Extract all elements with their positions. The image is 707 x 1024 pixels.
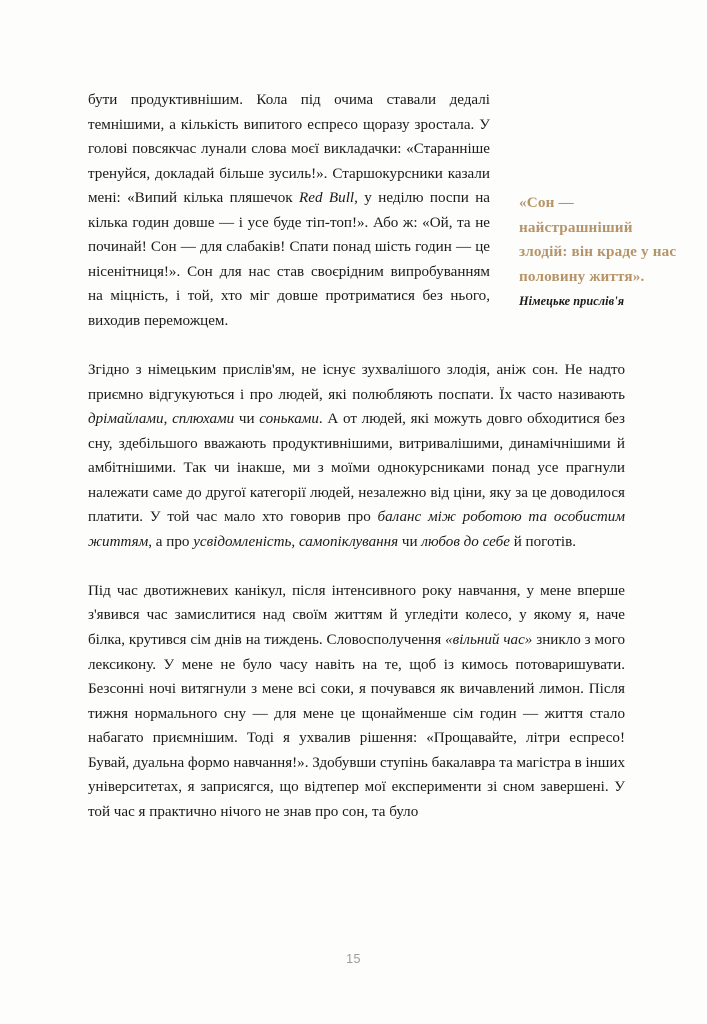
paragraph-1-italic-red-bull: Red Bull: [299, 190, 355, 207]
pullquote-source: Німецьке прислів'я: [519, 294, 625, 309]
paragraph-2-text-part-5: , а про: [148, 533, 194, 550]
paragraph-3-text-part-2: зникло з мого лексикону. У мене не було часу навіть на те, щоб із кимось потоваришувати. Безсонні ночі витягнули з мене всі соки, я почувався як вичавлений лимон. Після тижня нормального сну — для мене це щонайменше сім годин — життя стало набагато приємнішим. Тоді я ухвалив рішення: «Прощавайте, літри еспресо! Бувай, дуальна формо навчання!». Здобувши ступінь бакалавра та магістра в інших університетах, я заприсягся, що відтепер мої експерименти зі сном завершені. У той час я практично нічого не знав про сон, та було: [88, 632, 625, 820]
paragraph-2-text-part-1: Згідно з німецьким прислів'ям, не існує зухвалішого злодія, аніж сон. Не надто приємно відгукуються і про людей, які полюбляють поспати. Їх часто називають: [88, 362, 625, 403]
paragraph-2-text-part-2: ,: [163, 411, 173, 428]
paragraph-2-italic-1: дрімайлами: [88, 411, 164, 428]
page-number: 15: [346, 952, 361, 966]
paragraph-2-italic-2: сплюхами: [172, 411, 235, 428]
pullquote-text: «Сон — найстрашніший злодій: він краде у нас половину життя».: [519, 194, 677, 285]
paragraph-2-text-part-4: . А от людей, які можуть довго обходитися без сну, здебільшого вважають продуктивнішими, витривалішими, динамічнішими й амбітнішими. Так чи інакше, ми з моїми однокурсниками понад усе прагнули належати саме до другої категорії людей, незалежно від ціни, яку за це доводилося платити. У той час мало хто говорив про: [88, 411, 625, 526]
paragraph-1-text-part-2: , у неділю поспи на кілька годин довше — і усе буде тіп-топ!». Або ж: «Ой, та не починай! Сон — для слабаків! Спати понад шість годин — це нісенітниця!». Сон для нас став своєрідним випробуванням на міцність, і той, хто міг довше протриматися без нього, виходив переможцем.: [88, 190, 490, 329]
paragraph-2-italic-3: соньками: [259, 411, 319, 428]
paragraph-2-text-part-6: чи: [398, 533, 422, 550]
pullquote-block: [519, 191, 679, 309]
paragraph-2-italic-4: баланс між роботою та особистим життям: [88, 509, 625, 550]
paragraph-2: [88, 358, 625, 554]
paragraph-2-text-part-3: чи: [234, 411, 260, 428]
paragraph-3-italic-1: «вільний час»: [445, 632, 533, 649]
paragraph-1-text-part-1: бути продуктивнішим. Кола під очима ставали дедалі темнішими, а кількість випитого еспресо щоразу зростала. У голові повсякчас лунали слова моєї викладачки: «Старанніше тренуйся, докладай більше зусиль!». Старшокурсники казали мені: «Випий кілька пляшечок: [88, 92, 490, 207]
paragraph-2-italic-6: любов до себе: [421, 533, 510, 550]
paragraph-2-text-part-7: й поготів.: [509, 533, 577, 550]
paragraph-2-italic-5: усвідомленість, самопіклування: [193, 533, 399, 550]
paragraph-3-text-part-1: Під час двотижневих канікул, після інтенсивного року навчання, у мене вперше з'явився час замислитися над своїм життям й угледіти колесо, у якому я, наче білка, крутився сім днів на тиждень. Словосполучення: [88, 582, 625, 649]
paragraph-3: [88, 579, 625, 824]
